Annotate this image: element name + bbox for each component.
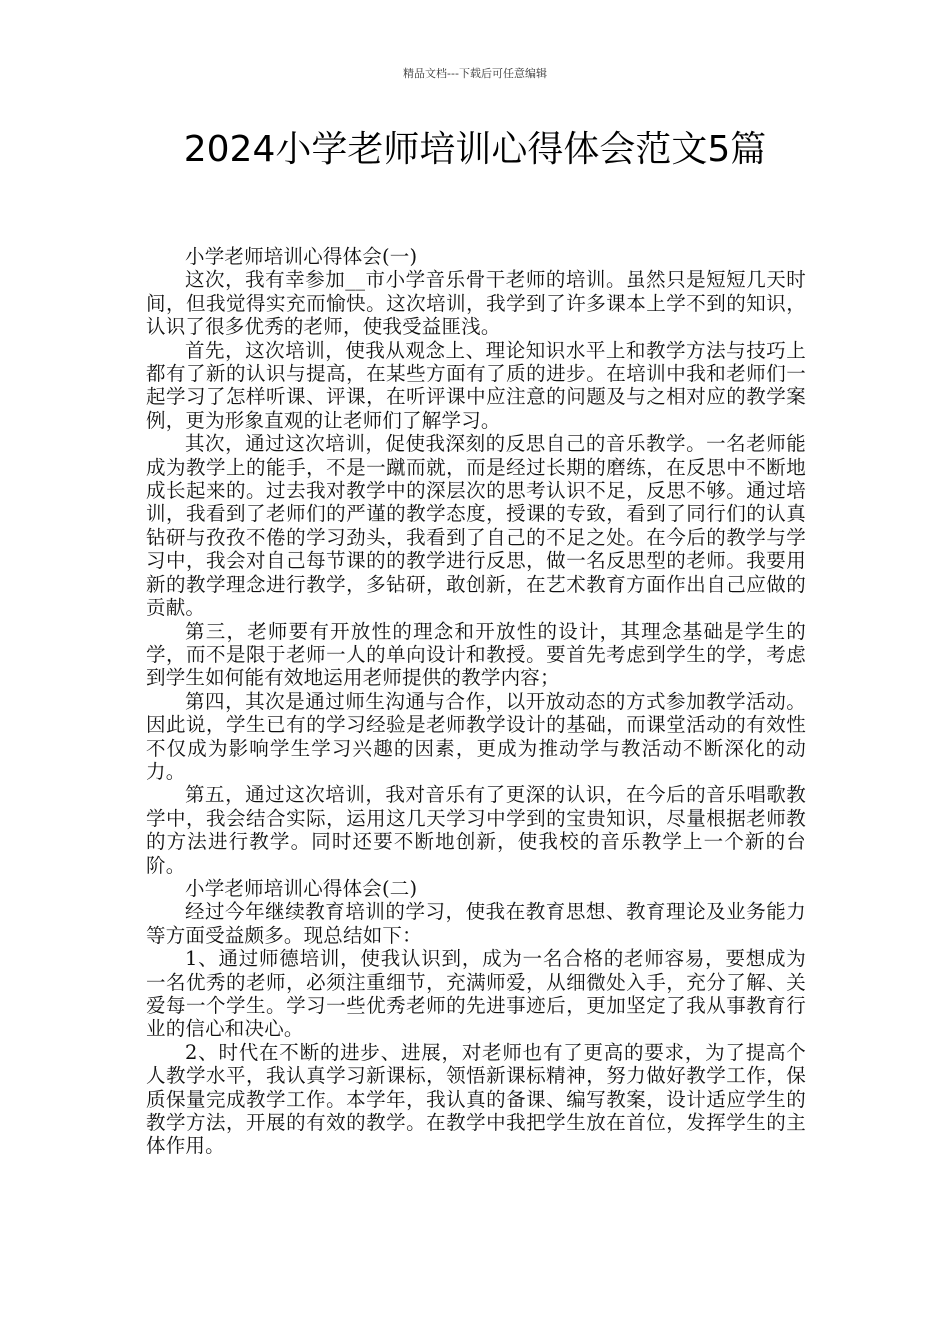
paragraph: 其次，通过这次培训，促使我深刻的反思自己的音乐教学。一名老师能成为教学上的能手，不是一蹴而就，而是经过长期的磨练，在反思中不断地成长起来的。过去我对教学中的深层次的思考认识不足，反思不够。通过培训，我看到了老师们的严谨的教学态度，授课的专致，看到了同行们的认真钻研与孜孜不倦的学习劲头，我看到了自己的不足之处。在今后的教学与学习中，我会对自己每节课的的教学进行反思，做一名反思型的老师。我要用新的教学理念进行教学，多钻研，敢创新，在艺术教育方面作出自己应做的贡献。 (146, 432, 806, 620)
paragraph: 2、时代在不断的进步、进展，对老师也有了更高的要求，为了提高个人教学水平，我认真学习新课标，领悟新课标精神，努力做好教学工作，保质保量完成教学工作。本学年，我认真的备课、编写教案，设计适应学生的教学方法，开展的有效的教学。在教学中我把学生放在首位，发挥学生的主体作用。 (146, 1040, 806, 1158)
document-title: 2024小学老师培训心得体会范文5篇 (183, 129, 767, 170)
paragraph: 第五，通过这次培训，我对音乐有了更深的认识，在今后的音乐唱歌教学中，我会结合实际，运用这几天学习中学到的宝贵知识，尽量根据老师教的方法进行教学。同时还要不断地创新，使我校的音乐教学上一个新的台阶。 (146, 783, 806, 877)
paragraph: 这次，我有幸参加__市小学音乐骨干老师的培训。虽然只是短短几天时间，但我觉得实充而愉快。这次培训，我学到了许多课本上学不到的知识，认识了很多优秀的老师，使我受益匪浅。 (146, 268, 806, 339)
page-header-note: 精品文档---下载后可任意编辑 (403, 67, 547, 80)
section-heading: 小学老师培训心得体会(一) (185, 245, 418, 268)
paragraph: 经过今年继续教育培训的学习，使我在教育思想、教育理论及业务能力等方面受益颇多。现总结如下： (146, 900, 806, 947)
paragraph: 首先，这次培训，使我从观念上、理论知识水平上和教学方法与技巧上都有了新的认识与提高，在某些方面有了质的进步。在培训中我和老师们一起学习了怎样听课、评课，在听评课中应注意的问题及与之相对应的教学案例，更为形象直观的让老师们了解学习。 (146, 338, 806, 432)
paragraph: 第四，其次是通过师生沟通与合作，以开放动态的方式参加教学活动。因此说，学生已有的学习经验是老师教学设计的基础，而课堂活动的有效性不仅成为影响学生学习兴趣的因素，更成为推动学与教活动不断深化的动力。 (146, 689, 806, 783)
section-heading: 小学老师培训心得体会(二) (185, 876, 418, 900)
paragraph: 第三，老师要有开放性的理念和开放性的设计，其理念基础是学生的学，而不是限于老师一人的单向设计和教授。要首先考虑到学生的学，考虑到学生如何能有效地运用老师提供的教学内容； (146, 619, 806, 690)
paragraph: 1、通过师德培训，使我认识到，成为一名合格的老师容易，要想成为一名优秀的老师，必须注重细节，充满师爱，从细微处入手，充分了解、关爱每一个学生。学习一些优秀老师的先进事迹后，更加坚定了我从事教育行业的信心和决心。 (146, 947, 806, 1041)
document-body (146, 245, 806, 1158)
